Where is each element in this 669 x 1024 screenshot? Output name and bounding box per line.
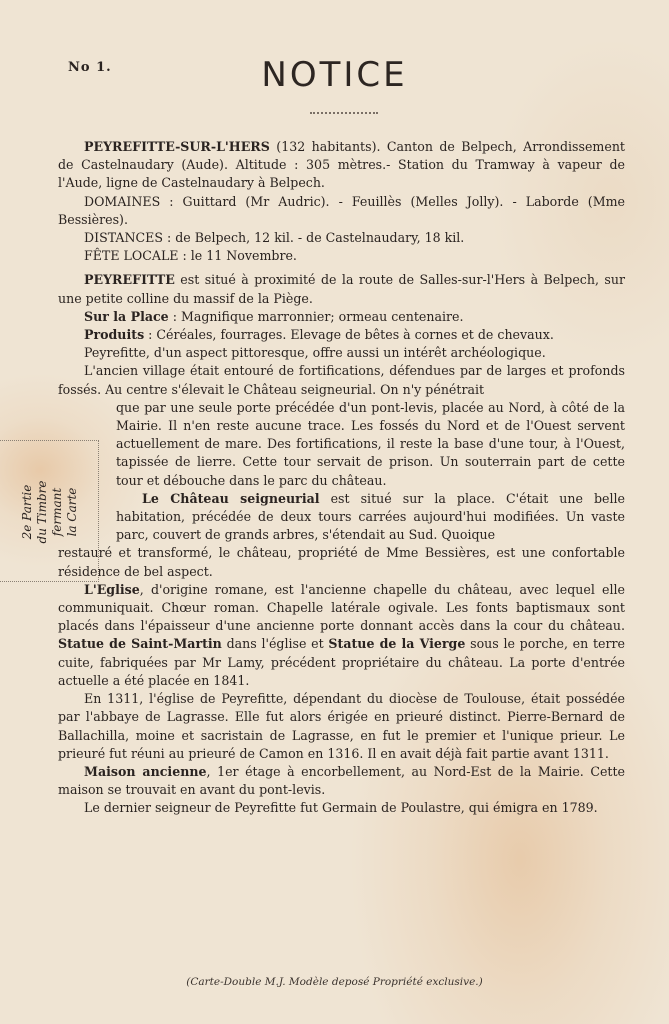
distances-label: DISTANCES: [84, 230, 163, 246]
produits-paragraph: [58, 326, 625, 344]
fete-text: : le 11 Novembre.: [178, 248, 297, 264]
maison-paragraph: [58, 763, 625, 799]
village-paragraph-wrapped: que par une seule porte précédée d'un pont-levis, placée au Nord, à côté de la Mairie. Il n'en reste aucune trace. Les fossés du Nord et de l'Ouest servent actuellement de mare. Des fortifications, il reste la base d'une tour, à l'Ouest, tapissée de lierre. Cette tour servait de prison. Un souterrain part de cette tour et débouche dans le parc du château.: [116, 399, 625, 488]
maison-label: Maison ancienne: [84, 763, 207, 779]
chateau-text: est situé sur la place. C'était une belle habitation, précédée de deux tours carrées aujourd'hui modifiées. Un vaste parc, couvert de grands arbres, s'étendait au Sud. Quoique: [116, 490, 625, 543]
village-paragraph-top: L'ancien village était entouré de fortifications, défendues par de larges et profonds fossés. Au centre s'élevait le Château seigneurial. On n'y pénétrait: [58, 363, 625, 397]
domaines-text: : Guittard (Mr Audric). - Feuillès (Melles Jolly). - Laborde (Mme Bessières).: [58, 193, 625, 227]
notice-number: No 1.: [68, 60, 112, 75]
stamp-flap-line: la Carte: [65, 487, 79, 537]
place-paragraph: [58, 308, 625, 326]
place-text: : Magnifique marronnier; ormeau centenaire.: [168, 308, 464, 324]
situation-text: est situé à proximité de la route de Salles-sur-l'Hers à Belpech, sur une petite colline du massif de la Piège.: [58, 272, 625, 306]
statue-saint-martin: Statue de Saint-Martin: [58, 636, 222, 652]
seigneur-paragraph: Le dernier seigneur de Peyrefitte fut Germain de Poulastre, qui émigra en 1789.: [84, 800, 598, 816]
statue-vierge: Statue de la Vierge: [328, 636, 466, 652]
eglise-text-mid: dans l'église et: [221, 636, 329, 652]
produits-text: : Céréales, fourrages. Elevage de bêtes à cornes et de chevaux.: [144, 327, 554, 343]
eglise-paragraph: [58, 581, 625, 690]
situation-paragraph: [58, 271, 625, 307]
stamp-flap-line: 2e Partie: [20, 484, 34, 540]
publisher-footer: (Carte-Double M.J. Modèle deposé Propriété exclusive.): [186, 976, 483, 988]
fete-paragraph: [58, 247, 625, 265]
town-name: PEYREFITTE-SUR-L'HERS: [84, 139, 270, 154]
maison-text: , 1er étage à encorbellement, au Nord-Est de la Mairie. Cette maison se trouvait en avant du pont-levis.: [58, 763, 625, 798]
notice-body: [58, 138, 625, 818]
eglise-text: , d'origine romane, est l'ancienne chapelle du château, avec lequel elle communiquait. Chœur roman. Chapelle latérale ogivale. Les fonts baptismaux sont placés dans l'épaisseur d'une ancienne porte donnant accès dans la cour du château.: [58, 581, 625, 634]
stamp-flap-line: du Timbre: [35, 480, 49, 544]
page-title: NOTICE: [261, 55, 408, 95]
chateau-label: Le Château seigneurial: [142, 490, 320, 506]
stamp-flap-line: fermant: [50, 487, 64, 537]
place-label: Sur la Place: [84, 308, 169, 324]
history-paragraph: En 1311, l'église de Peyrefitte, dépendant du diocèse de Toulouse, était possédée par l'abbaye de Lagrasse. Elle fut alors érigée en prieuré distinct. Pierre-Bernard de Ballachilla, moine et sacristain de Lagrasse, en fut le premier et l'unique prieur. Le prieuré fut réuni au prieuré de Camon en 1316. Il en avait déjà fait partie avant 1311.: [58, 691, 625, 761]
town-details: (132 habitants). Canton de Belpech, Arrondissement de Castelnaudary (Aude). Altitude : 305 mètres.- Station du Tramway à vapeur de l'Aude, ligne de Castelnaudary à Belpech.: [58, 139, 625, 191]
town-paragraph: [58, 138, 625, 193]
distances-paragraph: [58, 229, 625, 247]
domaines-label: DOMAINES: [84, 193, 161, 209]
eglise-text-end: sous le porche, en terre cuite, fabriquées par Mr Lamy, précédent propriétaire du château. La porte d'entrée actuelle a été placée en 1841.: [58, 636, 625, 688]
produits-label: Produits: [84, 327, 145, 343]
distances-text: : de Belpech, 12 kil. - de Castelnaudary, 18 kil.: [162, 230, 465, 246]
situation-label: PEYREFITTE: [84, 272, 175, 288]
title-divider: [310, 112, 378, 114]
eglise-label: L'Eglise: [84, 581, 140, 597]
fete-label: FÊTE LOCALE: [84, 248, 179, 264]
aspect-paragraph: Peyrefitte, d'un aspect pittoresque, offre aussi un intérêt archéologique.: [84, 345, 546, 361]
chateau-paragraph-end: restauré et transformé, le château, propriété de Mme Bessières, est une confortable résidence de bel aspect.: [58, 545, 625, 579]
chateau-paragraph-wrapped: [58, 490, 625, 545]
domaines-paragraph: [58, 193, 625, 229]
